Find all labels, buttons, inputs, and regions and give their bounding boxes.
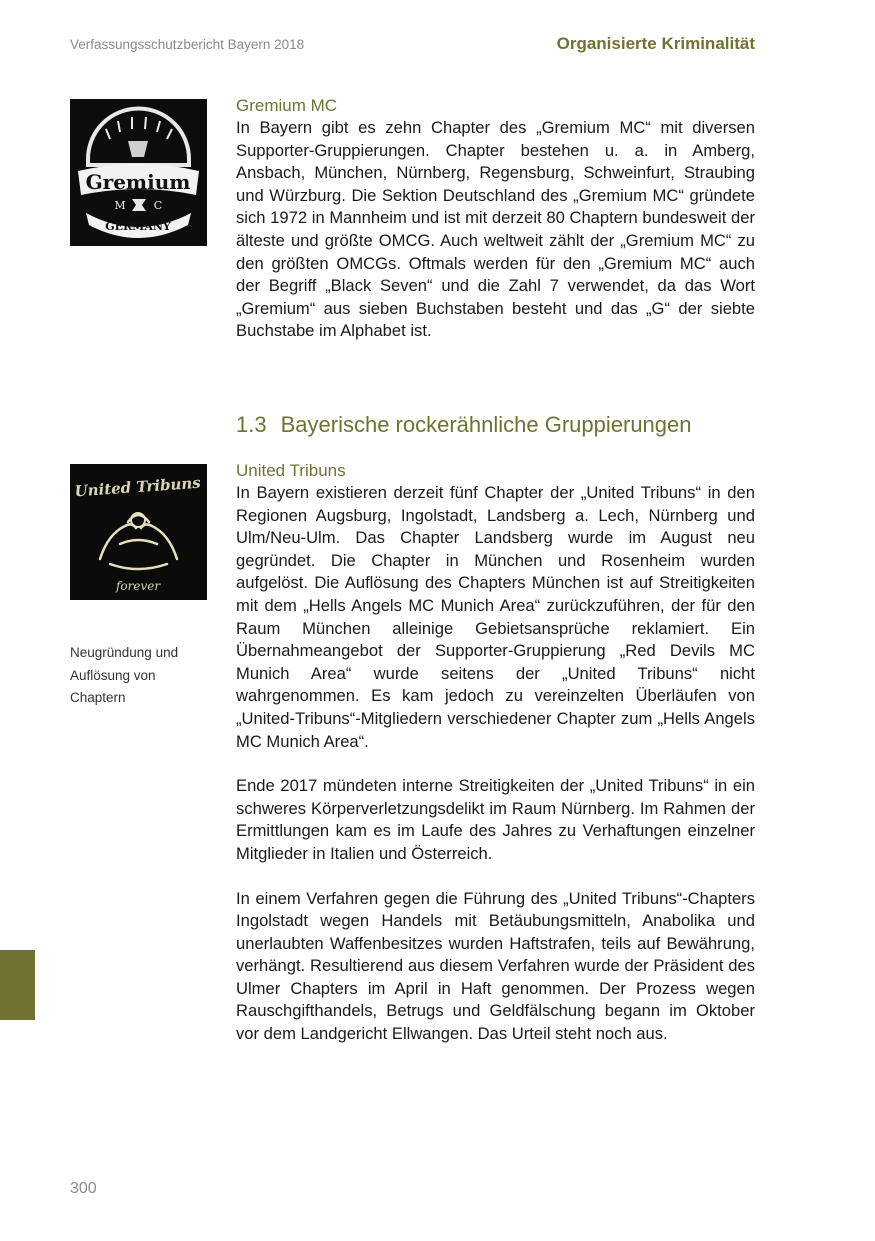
united-tribuns-logo-text: United Tribuns	[74, 473, 202, 501]
chapter-side-tab	[0, 950, 35, 1020]
margin-note: Neugründung und Auflösung von Chaptern	[70, 645, 179, 705]
united-tribuns-patch-icon	[70, 464, 207, 600]
united-tribuns-heading: United Tribuns	[236, 461, 346, 480]
gremium-paragraph: In Bayern gibt es zehn Chapter des „Gremium MC“ mit diversen Supporter-Gruppierungen. Chapter bestehen u. a. in Amberg, Ansbach, München, Nürnberg, Regensburg, Schweinfurt, Straubing und Würzburg. Die Sektion Deutschland des „Gremium MC“ gründete sich 1972 in Mannheim und ist mit derzeit 80 Chaptern bundesweit der älteste und größte OMCG. Auch weltweit zählt der „Gremium MC“ zu den größten OMCGs. Oftmals werden für den „Gremium MC“ auch der Begriff „Black Seven“ und die Zahl 7 verwendet, da das Wort „Gremium“ aus sieben Buchstaben besteht und das „G“ der siebte Buchstabe im Alphabet ist.	[236, 118, 755, 341]
running-header-right: Organisierte Kriminalität	[556, 34, 755, 53]
section-heading	[236, 412, 692, 438]
united-tribuns-paragraph-1: In Bayern existieren derzeit fünf Chapter der „United Tribuns“ in den Regionen Augsburg, Ingolstadt, Landsberg a. Lech, Nürnberg und Ulm/Neu-Ulm. Das Chapter Landsberg wurde im August neu gegründet. Die Chapter in München und Rosenheim wurden aufgelöst. Die Auflösung des Chapters München ist auf Streitigkeiten mit dem „Hells Angels MC Munich Area“ zurückzuführen, der für den Raum München alleinige Gebietsansprüche reklamiert. Ein Übernahmeangebot der Supporter-Gruppierung „Red Devils MC Munich Area“ wurde seitens der „United Tribuns“ nicht wahrgenommen. Es kam jedoch zu vereinzelten Überläufen von „United-Tribuns“-Mitgliedern verschiedener Chapter zum „Hells Angels MC Munich Area“.	[236, 483, 755, 751]
united-tribuns-paragraph-3: In einem Verfahren gegen die Führung des „United Tribuns“-Chapters Ingolstadt wegen Handels mit Betäubungsmitteln, Anabolika und unerlaubten Waffenbesitzes wurden Haftstrafen, teils auf Bewährung, verhängt. Resultierend aus diesem Verfahren wurde der Präsident des Ulmer Chapters im April in Haft genommen. Der Prozess wegen Rauschgifthandels, Betrugs und Geldfälschung begann im Oktober vor dem Landgericht Ellwangen. Das Urteil steht noch aus.	[236, 888, 755, 1044]
running-header-left: Verfassungsschutzbericht Bayern 2018	[70, 37, 305, 52]
svg-text:forever: forever	[115, 579, 161, 593]
gremium-section	[236, 95, 755, 343]
svg-text:GERMANY: GERMANY	[105, 220, 171, 233]
united-tribuns-paragraph-2: Ende 2017 mündeten interne Streitigkeiten der „United Tribuns“ in ein schweres Körperverletzungsdelikt im Raum Nürnberg. Im Rahmen der Ermittlungen kam es im Laufe des Jahres zu Verhaftungen einzelner Mitglieder in Italien und Österreich.	[236, 776, 755, 863]
united-tribuns-section	[236, 460, 755, 1046]
gremium-logo-text: Gremium	[85, 170, 191, 194]
gremium-mc-patch-icon	[70, 99, 207, 246]
page-number: 300	[70, 1180, 97, 1197]
svg-text:C: C	[153, 199, 163, 212]
svg-text:M: M	[114, 199, 126, 212]
gremium-heading: Gremium MC	[236, 96, 338, 115]
section-number: 1.3	[236, 412, 267, 437]
section-title: Bayerische rockerähnliche Gruppierungen	[280, 412, 692, 437]
